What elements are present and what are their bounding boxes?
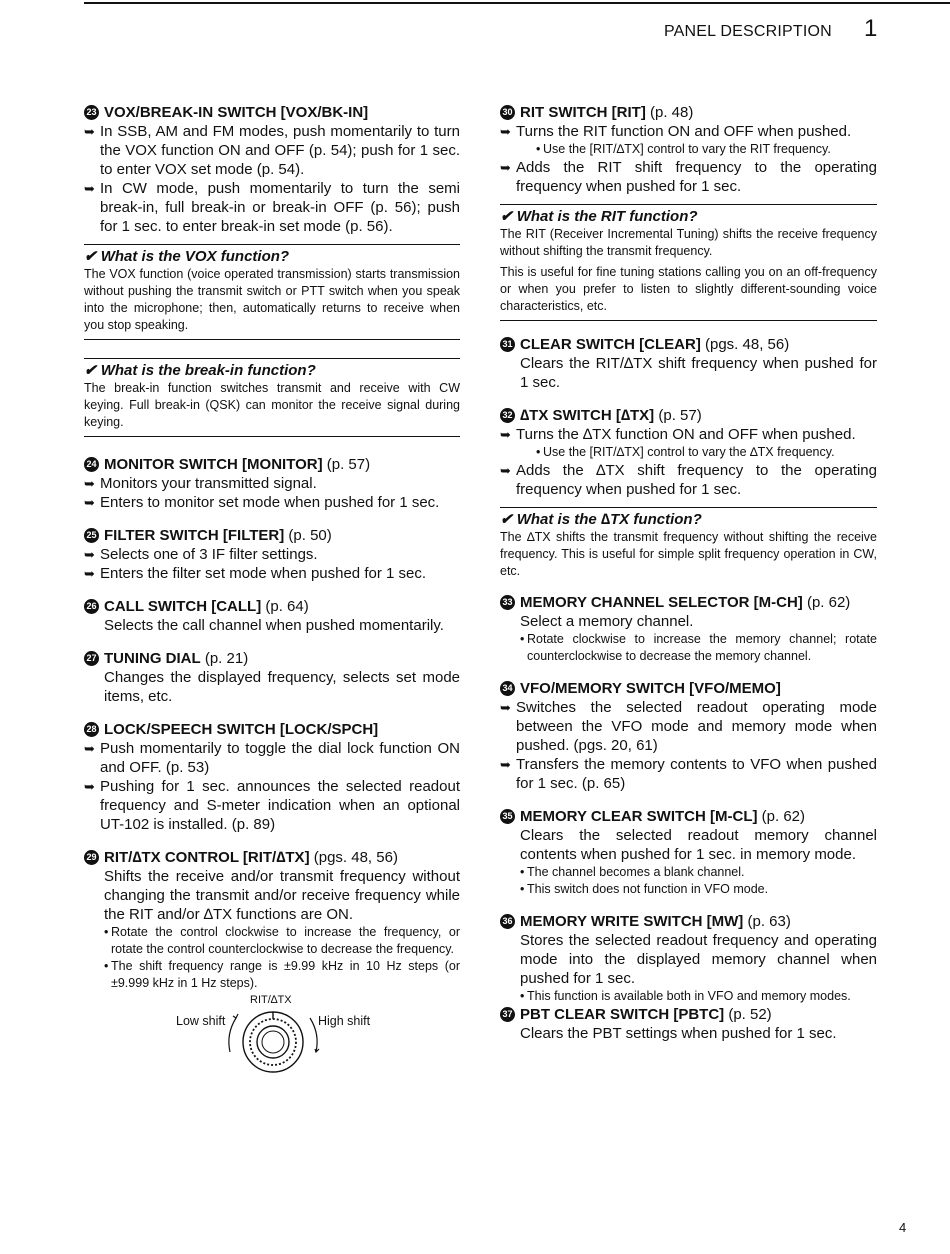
- bullet-text: Use the [RIT/∆TX] control to vary the ∆TX frequency.: [543, 445, 835, 459]
- right-column: [500, 103, 877, 1043]
- section-title: ∆TX SWITCH [∆TX]: [520, 407, 655, 424]
- section-title: VOX/BREAK-IN SWITCH [VOX/BK-IN]: [104, 104, 369, 121]
- item-text: Enters the filter set mode when pushed for 1 sec.: [100, 565, 427, 582]
- page-ref: (p. 50): [284, 527, 332, 544]
- item-number: 23: [84, 105, 99, 120]
- item-text: Transfers the memory contents to VFO when pushed for 1 sec. (p. 65): [516, 756, 877, 792]
- list-item: [84, 777, 460, 834]
- list-item: [500, 698, 877, 755]
- section-heading: [500, 593, 877, 612]
- item-text: Switches the selected readout operating mode between the VFO mode and memory mode when pushed. (pgs. 20, 61): [516, 699, 877, 754]
- section-text: Selects the call channel when pushed momentarily.: [104, 617, 444, 634]
- item-number: 28: [84, 722, 99, 737]
- item-number: 34: [500, 681, 515, 696]
- item-text: In SSB, AM and FM modes, push momentarily to turn the VOX function ON and OFF (p. 54); push for 1 sec. to enter VOX set mode (p. 54).: [100, 123, 460, 178]
- item-number: 24: [84, 457, 99, 472]
- section-text: Select a memory channel.: [520, 613, 694, 630]
- section-heading: [84, 597, 460, 616]
- section-heading: [84, 720, 460, 739]
- arrow-icon: ➥: [500, 757, 511, 772]
- box-title: ✔ What is the break-in function?: [84, 362, 316, 379]
- section-title: MEMORY WRITE SWITCH [MW]: [520, 913, 744, 930]
- section-monitor: [84, 455, 460, 512]
- section-heading: [84, 103, 460, 122]
- page-ref: (p. 64): [261, 598, 309, 615]
- page-ref: (pgs. 48, 56): [700, 336, 790, 353]
- item-number: 26: [84, 599, 99, 614]
- arrow-icon: ➥: [84, 476, 95, 491]
- info-box-break-in: [84, 358, 460, 437]
- bullet-text: This function is available both in VFO and memory modes.: [527, 989, 851, 1003]
- item-number: 27: [84, 651, 99, 666]
- bullet-text: Use the [RIT/∆TX] control to vary the RIT frequency.: [543, 142, 831, 156]
- item-text: Adds the RIT shift frequency to the operating frequency when pushed for 1 sec.: [516, 159, 877, 195]
- bullet-text: This switch does not function in VFO mode.: [527, 882, 769, 896]
- arrow-icon: ➥: [84, 181, 95, 196]
- item-text: Selects one of 3 IF filter settings.: [100, 546, 318, 563]
- list-item: [500, 461, 877, 499]
- item-number: 30: [500, 105, 515, 120]
- section-heading: [500, 335, 877, 354]
- section-rit-switch: [500, 103, 877, 196]
- page-ref: (p. 52): [724, 1006, 772, 1023]
- section-title: PBT CLEAR SWITCH [PBTC]: [520, 1006, 725, 1023]
- item-text: Turns the ∆TX function ON and OFF when pushed.: [516, 426, 856, 443]
- left-column: [84, 103, 460, 1070]
- section-title: RIT/∆TX CONTROL [RIT/∆TX]: [104, 849, 310, 866]
- section-title: FILTER SWITCH [FILTER]: [104, 527, 285, 544]
- list-item: [84, 739, 460, 777]
- page-ref: (p. 57): [322, 456, 371, 473]
- section-pbt-clear-switch: [500, 1005, 877, 1043]
- list-item: [84, 564, 460, 583]
- section-memory-channel-selector: [500, 593, 877, 665]
- section-text: Clears the selected readout memory channel contents when pushed for 1 sec. in memory mode.: [520, 827, 877, 863]
- item-number: 32: [500, 408, 515, 423]
- list-item: [500, 158, 877, 196]
- item-number: 33: [500, 595, 515, 610]
- section-text: Changes the displayed frequency, selects set mode items, etc.: [104, 669, 460, 705]
- page-ref: (pgs. 48, 56): [309, 849, 398, 866]
- page-header-title: PANEL DESCRIPTION: [664, 23, 832, 40]
- bullet-item: • The shift frequency range is ±9.99 kHz in 10 Hz steps (or ±9.999 kHz in 1 Hz steps).: [104, 959, 460, 990]
- box-title: ✔ What is the ∆TX function?: [500, 511, 702, 528]
- section-dtx-switch: [500, 406, 877, 499]
- section-rit-dtx-control: [84, 848, 460, 992]
- section-clear-switch: [500, 335, 877, 392]
- section-title: MEMORY CLEAR SWITCH [M-CL]: [520, 808, 758, 825]
- arrow-icon: ➥: [500, 124, 511, 139]
- box-title: ✔ What is the RIT function?: [500, 208, 698, 225]
- list-item: [84, 179, 460, 236]
- list-item: [84, 474, 460, 493]
- arrow-icon: ➥: [84, 124, 95, 139]
- bullet-text: Rotate the control clockwise to increase the frequency, or rotate the control counterclockwise to decrease the frequency.: [111, 925, 460, 956]
- item-number: 35: [500, 809, 515, 824]
- section-text: Shifts the receive and/or transmit frequency without changing the transmit and/or receive frequency while the RIT and/or ∆TX functions are ON.: [104, 868, 460, 923]
- section-text: Stores the selected readout frequency and operating mode into the displayed memory channel when pushed for 1 sec.: [520, 932, 877, 987]
- page-ref: (p. 57): [654, 407, 702, 424]
- page-ref: (p. 48): [645, 104, 694, 121]
- page-ref: (p. 62): [802, 594, 851, 611]
- arrow-icon: ➥: [84, 741, 95, 756]
- section-memory-write-switch: [500, 912, 877, 1005]
- section-heading: [500, 1005, 877, 1024]
- bullet-item: • Use the [RIT/∆TX] control to vary the ∆TX frequency.: [536, 444, 877, 461]
- arrow-icon: ➥: [84, 495, 95, 510]
- section-heading: [84, 526, 460, 545]
- knob-icon: [214, 1006, 334, 1076]
- section-heading: [500, 807, 877, 826]
- section-heading: [84, 649, 460, 668]
- bullet-item: • Rotate clockwise to increase the memory channel; rotate counterclockwise to decrease the memory channel.: [520, 632, 877, 663]
- list-item: [500, 755, 877, 793]
- chapter-number: 1: [864, 15, 878, 42]
- bullet-text: Rotate clockwise to increase the memory channel; rotate counterclockwise to decrease the memory channel.: [527, 632, 877, 663]
- list-item: [500, 425, 877, 444]
- item-number: 36: [500, 914, 515, 929]
- top-rule: [84, 2, 950, 4]
- arrow-icon: ➥: [500, 160, 511, 175]
- section-vfo-memory-switch: [500, 679, 877, 793]
- item-number: 37: [500, 1007, 515, 1022]
- section-title: MEMORY CHANNEL SELECTOR [M-CH]: [520, 594, 803, 611]
- section-lock-speech: [84, 720, 460, 834]
- list-item: [500, 122, 877, 141]
- high-shift-label: High shift: [318, 1014, 371, 1028]
- arrow-icon: ➥: [84, 547, 95, 562]
- section-filter: [84, 526, 460, 583]
- box-title: ✔ What is the VOX function?: [84, 248, 290, 265]
- list-item: [84, 122, 460, 179]
- page-ref: (p. 62): [757, 808, 806, 825]
- list-item: [84, 545, 460, 564]
- item-text: In CW mode, push momentarily to turn the semi break-in, full break-in or break-in OFF (p. 56); push for 1 sec. to enter break-in set mode (p. 56).: [100, 180, 460, 235]
- box-text: The break-in function switches transmit and receive with CW keying. Full break-in (QSK) can monitor the receive signal during keying.: [84, 381, 460, 429]
- knob-title: RIT/∆TX: [250, 994, 292, 1006]
- section-heading: [500, 912, 877, 931]
- section-vox-break-in: [84, 103, 460, 236]
- info-box-rit: [500, 204, 877, 321]
- item-text: Adds the ∆TX shift frequency to the operating frequency when pushed for 1 sec.: [516, 462, 877, 498]
- item-text: Enters to monitor set mode when pushed for 1 sec.: [100, 494, 440, 511]
- section-title: CLEAR SWITCH [CLEAR]: [520, 336, 701, 353]
- section-text: Clears the RIT/∆TX shift frequency when pushed for 1 sec.: [520, 355, 877, 391]
- info-box-vox: [84, 244, 460, 340]
- section-title: TUNING DIAL: [104, 650, 201, 667]
- bullet-item: • This function is available both in VFO and memory modes.: [520, 988, 877, 1005]
- box-text: The VOX function (voice operated transmission) starts transmission without pushing the transmit switch or PTT switch when you speak into the microphone; then, automatically returns to receive when you stop speaking.: [84, 267, 460, 332]
- section-call: [84, 597, 460, 635]
- section-heading: [500, 406, 877, 425]
- page-ref: (p. 63): [743, 913, 791, 930]
- page-ref: (p. 21): [200, 650, 249, 667]
- item-number: 25: [84, 528, 99, 543]
- bullet-item: • Rotate the control clockwise to increase the frequency, or rotate the control counterclockwise to decrease the frequency.: [104, 925, 460, 956]
- bullet-item: • The channel becomes a blank channel.: [520, 864, 877, 881]
- section-title: RIT SWITCH [RIT]: [520, 104, 646, 121]
- low-shift-label: Low shift: [176, 1014, 226, 1028]
- box-text: The ∆TX shifts the transmit frequency without shifting the receive frequency. This is useful for simple split frequency operation in CW, etc.: [500, 530, 877, 578]
- arrow-icon: ➥: [84, 566, 95, 581]
- section-title: VFO/MEMORY SWITCH [VFO/MEMO]: [520, 680, 781, 697]
- section-memory-clear-switch: [500, 807, 877, 898]
- item-number: 29: [84, 850, 99, 865]
- section-heading: [84, 848, 460, 867]
- item-text: Pushing for 1 sec. announces the selected readout frequency and S-meter indication when an optional UT-102 is installed. (p. 89): [100, 778, 460, 833]
- box-text: This is useful for fine tuning stations calling you on an off-frequency or when you prefer to listen to slightly different-sounding voice characteristics, etc.: [500, 265, 877, 313]
- arrow-icon: ➥: [500, 463, 511, 478]
- section-title: MONITOR SWITCH [MONITOR]: [104, 456, 323, 473]
- section-text: Clears the PBT settings when pushed for 1 sec.: [520, 1025, 837, 1042]
- info-box-dtx: [500, 507, 877, 585]
- section-heading: [500, 679, 877, 698]
- page-number: 4: [899, 1220, 907, 1235]
- item-text: Monitors your transmitted signal.: [100, 475, 317, 492]
- section-title: CALL SWITCH [CALL]: [104, 598, 262, 615]
- bullet-item: • Use the [RIT/∆TX] control to vary the RIT frequency.: [536, 141, 877, 158]
- item-text: Turns the RIT function ON and OFF when pushed.: [516, 123, 852, 140]
- bullet-item: • This switch does not function in VFO mode.: [520, 881, 877, 898]
- arrow-icon: ➥: [500, 427, 511, 442]
- section-heading: [84, 455, 460, 474]
- arrow-icon: ➥: [84, 779, 95, 794]
- item-number: 31: [500, 337, 515, 352]
- bullet-text: The shift frequency range is ±9.99 kHz in 10 Hz steps (or ±9.999 kHz in 1 Hz steps).: [111, 959, 460, 990]
- box-text: The RIT (Receiver Incremental Tuning) shifts the receive frequency without shifting the transmit frequency.: [500, 227, 877, 258]
- bullet-text: The channel becomes a blank channel.: [527, 865, 745, 879]
- list-item: [84, 493, 460, 512]
- item-text: Push momentarily to toggle the dial lock function ON and OFF. (p. 53): [100, 740, 460, 776]
- section-heading: [500, 103, 877, 122]
- section-title: LOCK/SPEECH SWITCH [LOCK/SPCH]: [104, 721, 379, 738]
- section-tuning-dial: [84, 649, 460, 706]
- arrow-icon: ➥: [500, 700, 511, 715]
- rit-knob-diagram: [84, 994, 460, 1070]
